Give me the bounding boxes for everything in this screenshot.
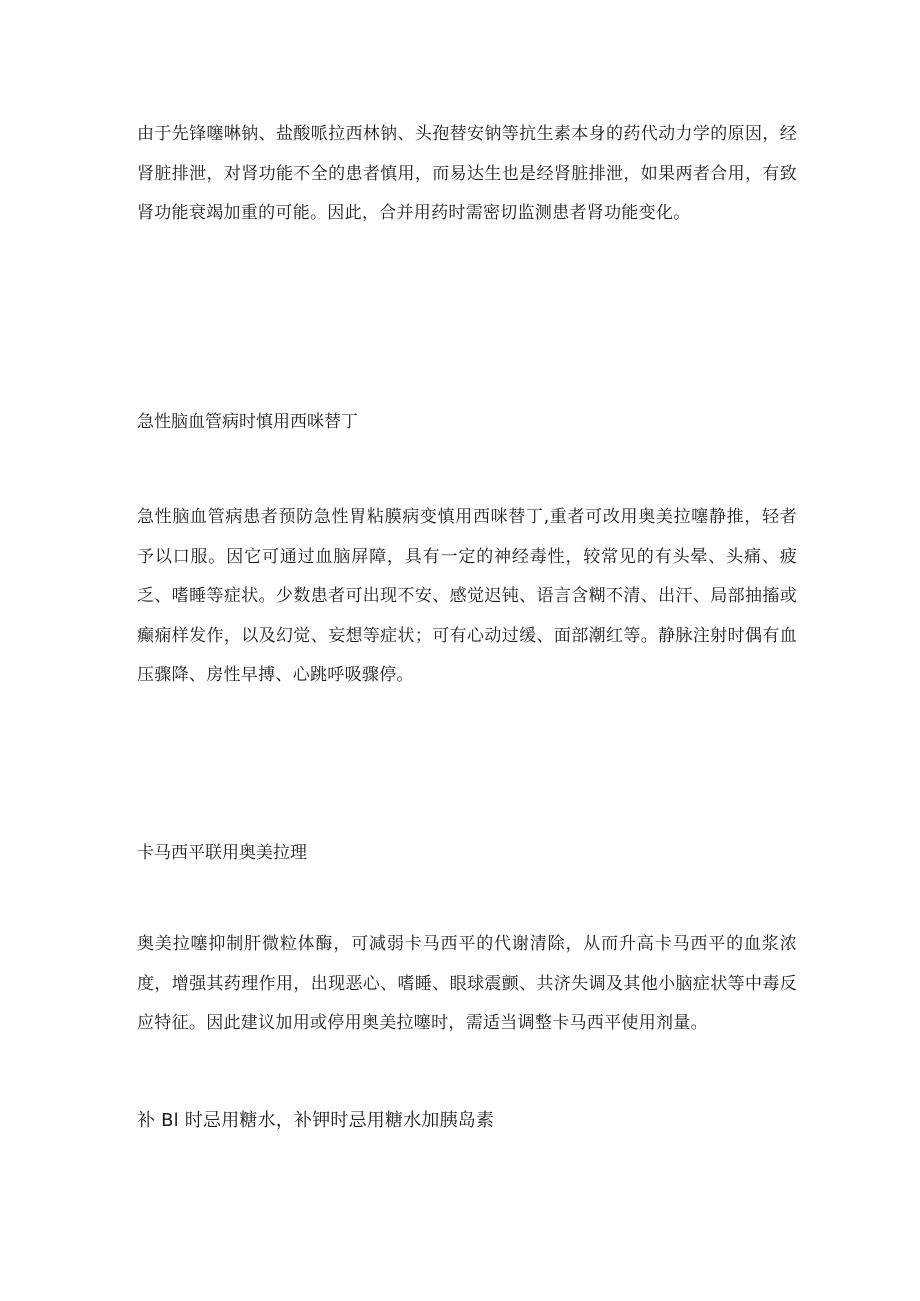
paragraph-cimetidine-caution: 急性脑血管病患者预防急性胃粘膜病变慎用西咪替丁,重者可改用奥美拉噻静推，轻者予以口服。因它可通过血脑屏障，具有一定的神经毒性，较常见的有头晕、头痛、疲乏、嗜睡等症状。少数患者可出现不安、感觉迟钝、语言含糊不清、出汗、局部抽搐或癫痫样发作，以及幻觉、妄想等症状；可有心动过缓、面部潮红等。静脉注射时偶有血压骤降、房性早搏、心跳呼吸骤停。 — [137, 507, 797, 685]
section-heading-cimetidine: 急性脑血管病时慎用西咪替丁 — [137, 412, 358, 432]
section-heading-carbamazepine: 卡马西平联用奥美拉理 — [137, 843, 307, 863]
paragraph-renal-excretion: 由于先锋噻啉钠、盐酸哌拉西林钠、头孢替安钠等抗生素本身的药代动力学的原因，经肾脏排泄，对肾功能不全的患者慎用，而易达生也是经肾脏排泄，如果两者合用，有致肾功能衰竭加重的可能。因此，合并用药时需密切监测患者肾功能变化。 — [137, 124, 797, 223]
paragraph-carbamazepine-interaction: 奥美拉噻抑制肝微粒体酶，可减弱卡马西平的代谢清除，从而升高卡马西平的血浆浓度，增强其药理作用，出现恶心、嗜睡、眼球震颤、共济失调及其他小脑症状等中毒反应特征。因此建议加用或停用奥美拉噻时，需适当调整卡马西平使用剂量。 — [137, 934, 797, 1033]
tip-line-potassium: 补 Bl 时忌用糖水，补钾时忌用糖水加胰岛素 — [137, 1110, 495, 1131]
